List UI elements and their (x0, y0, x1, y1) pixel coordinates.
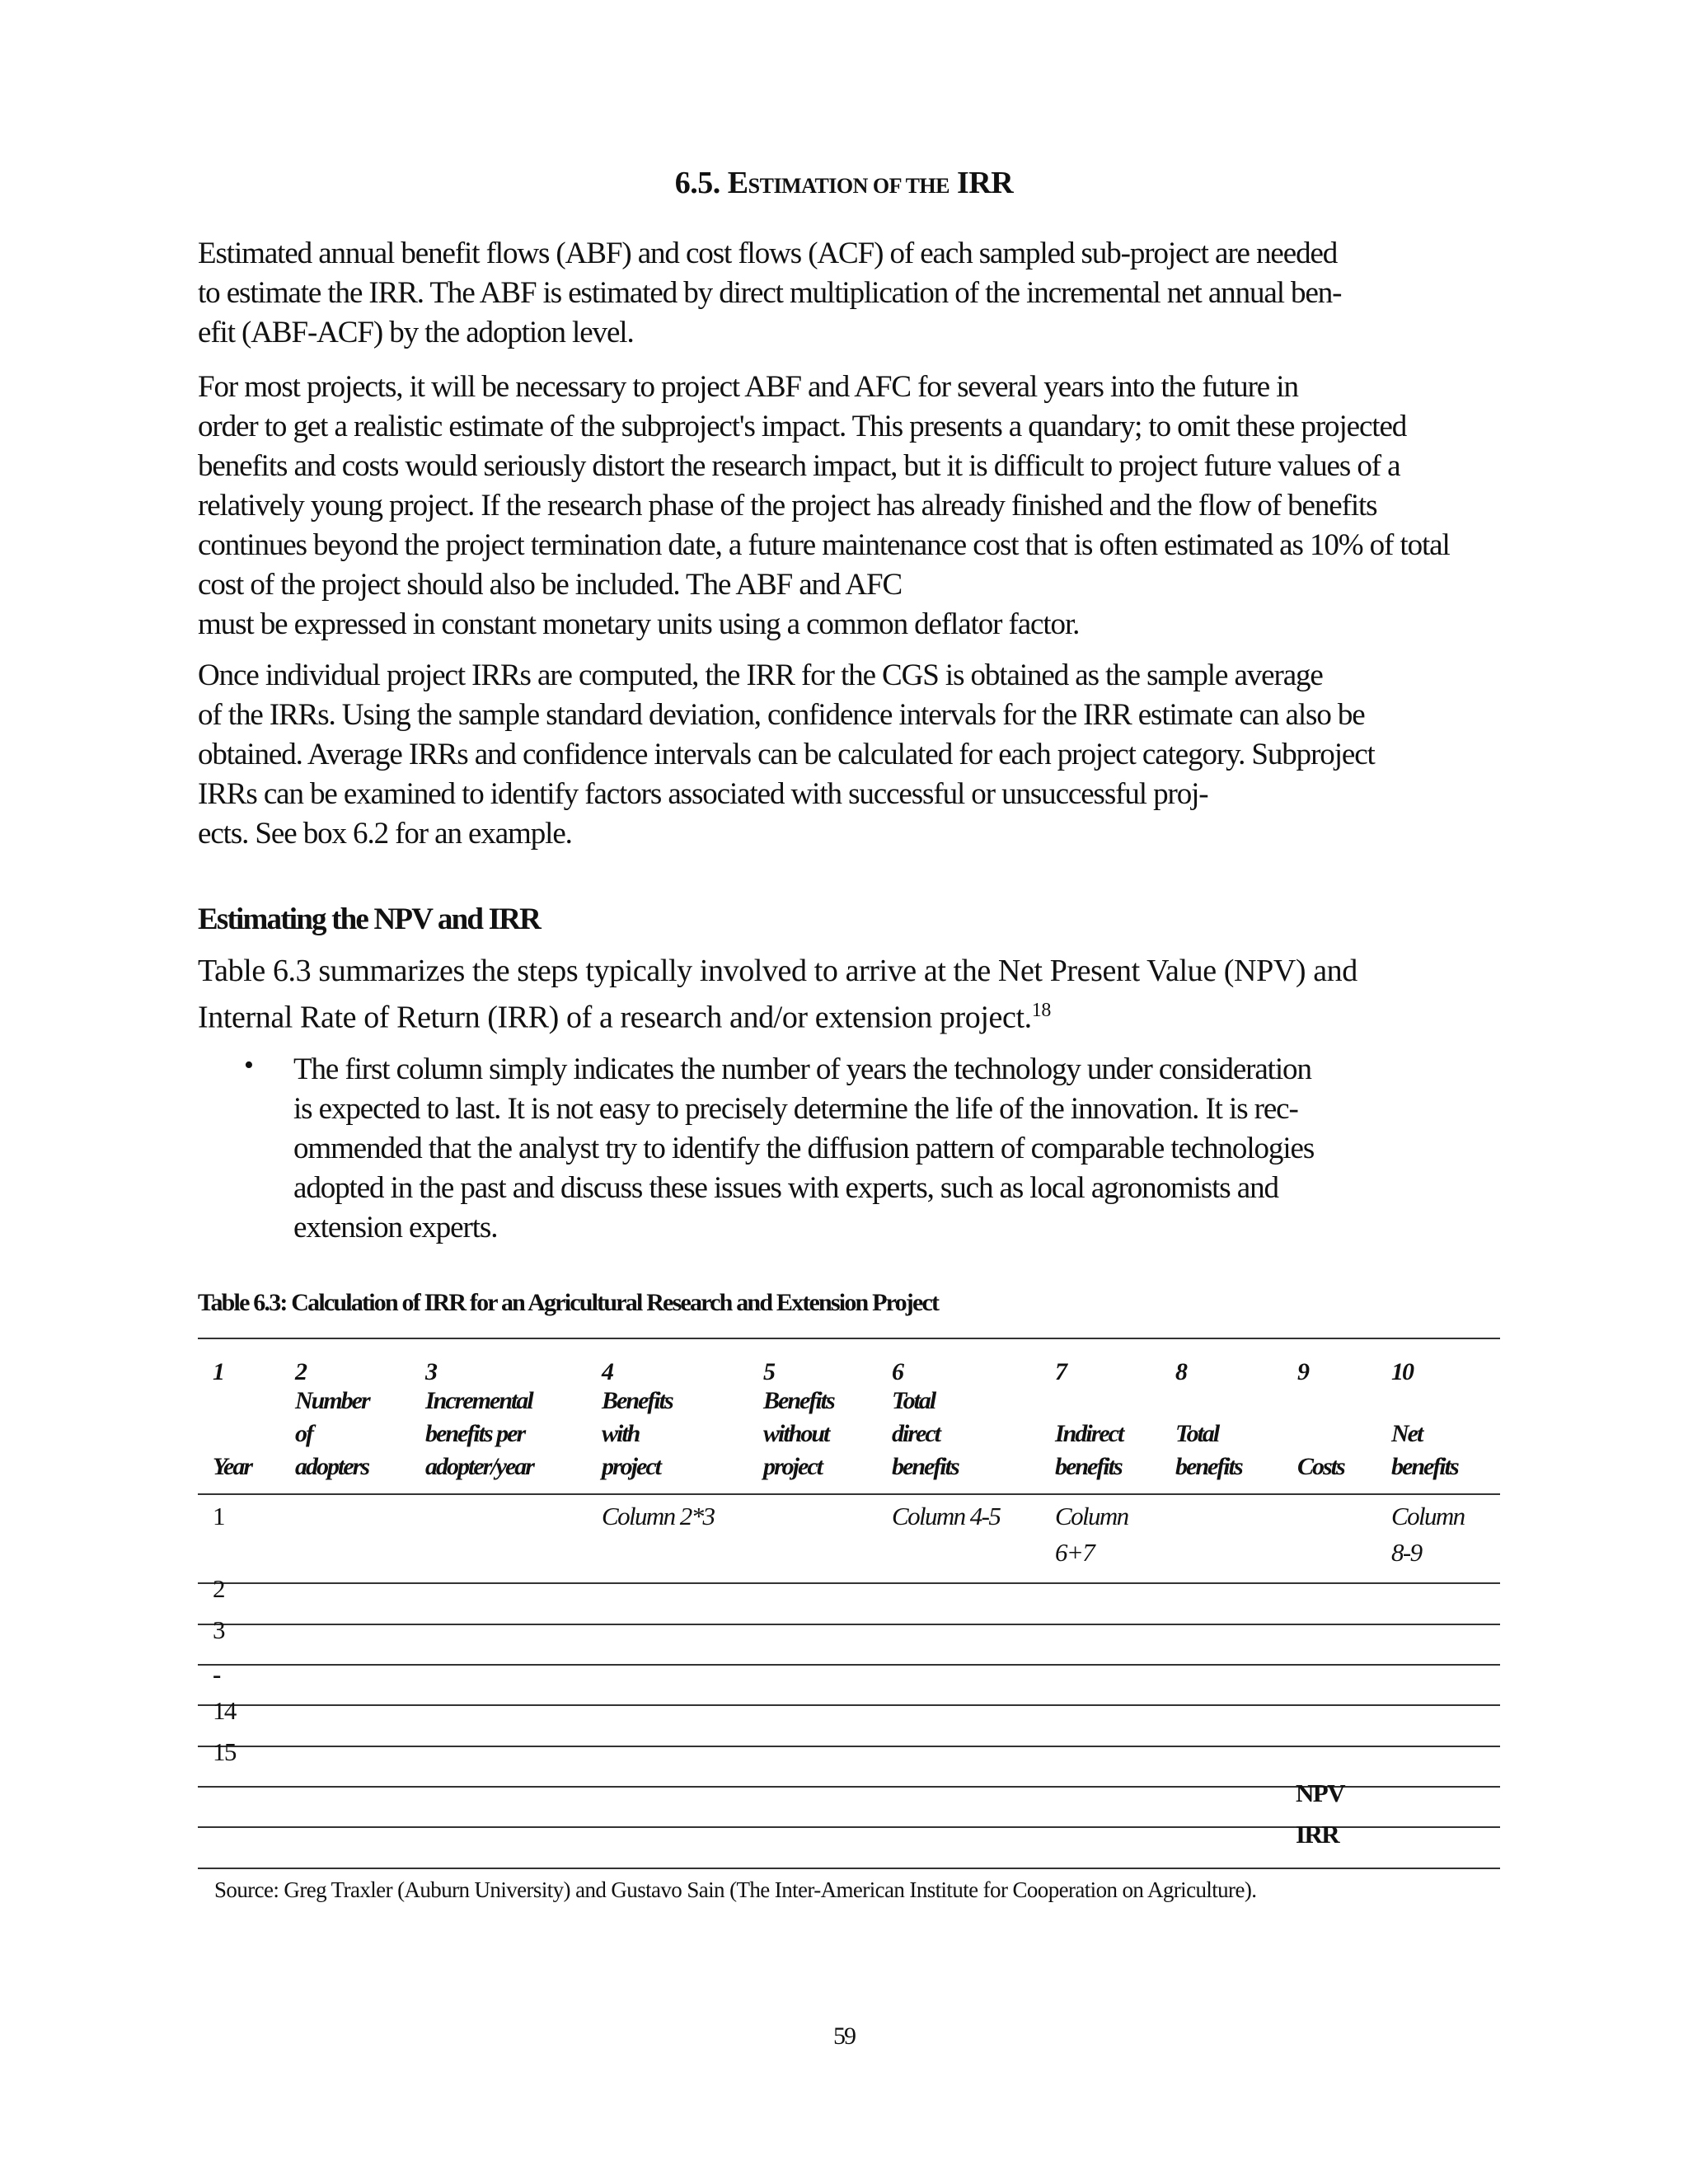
column-number: 7 (1055, 1358, 1066, 1385)
label-line: project (763, 1453, 822, 1480)
column-number: 8 (1175, 1358, 1186, 1385)
text-line: Table 6.3 summarizes the steps typically involved to arrive at the Net Present Value (NPV) and (198, 954, 1357, 988)
section-title-small-caps: ESTIMATION OF THE (727, 166, 950, 200)
column-label-total-benefits (1175, 1418, 1242, 1483)
paragraph-table-summary (198, 951, 1517, 1038)
label-line: Indirect (1055, 1420, 1123, 1447)
text-line: continues beyond the project termination date, a future maintenance cost that is often estimated as 10% of total (198, 528, 1450, 562)
paragraph-irr-average (198, 656, 1517, 854)
table-rule-top (198, 1338, 1500, 1339)
section-number: 6.5. (674, 166, 720, 200)
text-line: For most projects, it will be necessary to project ABF and AFC for several years into the future in (198, 370, 1298, 404)
table-rule-row (198, 1704, 1500, 1706)
label-line: with (602, 1420, 640, 1447)
text-line: obtained. Average IRRs and confidence intervals can be calculated for each project category. Subproject (198, 738, 1375, 771)
label-line: Total (892, 1387, 935, 1414)
cell-line: Column (1055, 1502, 1128, 1530)
text-line: of the IRRs. Using the sample standard deviation, confidence intervals for the IRR estimate can also be (198, 698, 1365, 732)
label-line: adopter/year (425, 1453, 533, 1480)
label-line: Net (1391, 1420, 1423, 1447)
column-label-benefits-with (602, 1385, 673, 1483)
label-line: Benefits (763, 1387, 834, 1414)
column-label-total-direct (892, 1385, 959, 1483)
label-line: benefits (892, 1453, 959, 1480)
text-line: must be expressed in constant monetary units using a common deflator factor. (198, 607, 1080, 641)
cell-line: Column (1391, 1502, 1465, 1530)
section-title (0, 165, 1688, 201)
column-number: 1 (213, 1358, 223, 1385)
column-number: 9 (1297, 1358, 1308, 1385)
bullet-text (293, 1050, 1497, 1248)
text-line: relatively young project. If the research phase of the project has already finished and the flow of benefits (198, 489, 1377, 523)
label-line: benefits per (425, 1420, 525, 1447)
column-number: 5 (763, 1358, 774, 1385)
label-line: of (295, 1420, 312, 1447)
section-title-end: IRR (957, 166, 1014, 200)
text-line: to estimate the IRR. The ABF is estimated by direct multiplication of the incremental net annual ben- (198, 276, 1342, 310)
label-line: benefits (1175, 1453, 1242, 1480)
text-line: ects. See box 6.2 for an example. (198, 817, 572, 851)
column-label-benefits-without (763, 1385, 834, 1483)
label-line: project (602, 1453, 660, 1480)
text-line: IRRs can be examined to identify factors associated with successful or unsuccessful proj- (198, 777, 1208, 811)
cell-year: 15 (213, 1737, 236, 1766)
label-line: Number (295, 1387, 369, 1414)
column-number: 6 (892, 1358, 903, 1385)
column-number: 4 (602, 1358, 612, 1385)
cell-line: 8-9 (1391, 1538, 1422, 1567)
text-line: efit (ABF-ACF) by the adoption level. (198, 316, 634, 349)
cell-irr: IRR (1296, 1820, 1339, 1849)
cell-formula (1055, 1498, 1128, 1571)
text-line: Once individual project IRRs are computed, the IRR for the CGS is obtained as the sample average (198, 658, 1323, 692)
column-label-incremental (425, 1385, 533, 1483)
label-line: without (763, 1420, 829, 1447)
label-line: Incremental (425, 1387, 532, 1414)
paragraph-abf-acf (198, 234, 1517, 353)
column-label-costs: Costs (1297, 1453, 1344, 1480)
label-line: direct (892, 1420, 940, 1447)
column-label-year: Year (213, 1453, 251, 1480)
text-line: extension experts. (293, 1211, 498, 1244)
label-line: Total (1175, 1420, 1219, 1447)
cell-formula (1391, 1498, 1465, 1571)
footnote-ref: 18 (1031, 1000, 1051, 1021)
cell-year: 3 (213, 1615, 224, 1644)
table-rule-row (198, 1624, 1500, 1625)
text-line: adopted in the past and discuss these issues with experts, such as local agronomists and (293, 1171, 1278, 1205)
text-line (198, 991, 1517, 1038)
paragraph-projections (198, 368, 1517, 644)
text-line: The first column simply indicates the number of years the technology under consideration (293, 1052, 1311, 1086)
text-line: ommended that the analyst try to identify the diffusion pattern of comparable technologies (293, 1132, 1315, 1165)
cell-npv: NPV (1296, 1779, 1344, 1807)
text-line-content: Internal Rate of Return (IRR) of a research and/or extension project. (198, 1000, 1032, 1035)
text-line: is expected to last. It is not easy to precisely determine the life of the innovation. It is rec- (293, 1092, 1298, 1126)
cell-formula: Column 4-5 (892, 1502, 1001, 1530)
subheading-npv-irr: Estimating the NPV and IRR (198, 902, 541, 936)
label-line: adopters (295, 1453, 368, 1480)
table-rule-bottom (198, 1868, 1500, 1869)
cell-year: 14 (213, 1696, 236, 1725)
cell-year: - (213, 1660, 220, 1689)
cell-year: 2 (213, 1574, 224, 1603)
column-number: 10 (1391, 1358, 1413, 1385)
table-source: Source: Greg Traxler (Auburn University) and Gustavo Sain (The Inter-American Institute for Cooperation on Agriculture). (214, 1877, 1257, 1902)
text-line: order to get a realistic estimate of the subproject's impact. This presents a quandary; to omit these projected (198, 410, 1407, 443)
cell-line: 6+7 (1055, 1538, 1095, 1567)
bullet-icon: • (244, 1050, 254, 1080)
text-line: cost of the project should also be included. The ABF and AFC (198, 568, 903, 602)
column-number: 3 (425, 1358, 436, 1385)
table-rule-row (198, 1582, 1500, 1584)
text-line: benefits and costs would seriously distort the research impact, but it is difficult to project future values of a (198, 449, 1400, 483)
label-line: Benefits (602, 1387, 673, 1414)
text-line: Estimated annual benefit flows (ABF) and cost flows (ACF) of each sampled sub-project are needed (198, 237, 1338, 270)
cell-formula: Column 2*3 (602, 1502, 715, 1530)
page-number: 59 (833, 2022, 855, 2050)
column-label-net-benefits (1391, 1418, 1458, 1483)
table-rule-row (198, 1746, 1500, 1747)
column-number: 2 (295, 1358, 306, 1385)
column-label-adopters (295, 1385, 369, 1483)
column-label-indirect (1055, 1418, 1123, 1483)
table-caption: Table 6.3: Calculation of IRR for an Agricultural Research and Extension Project (198, 1289, 939, 1316)
cell-year: 1 (213, 1502, 224, 1530)
table-rule-header (198, 1493, 1500, 1495)
label-line: benefits (1055, 1453, 1122, 1480)
label-line: benefits (1391, 1453, 1458, 1480)
table-rule-row (198, 1664, 1500, 1666)
